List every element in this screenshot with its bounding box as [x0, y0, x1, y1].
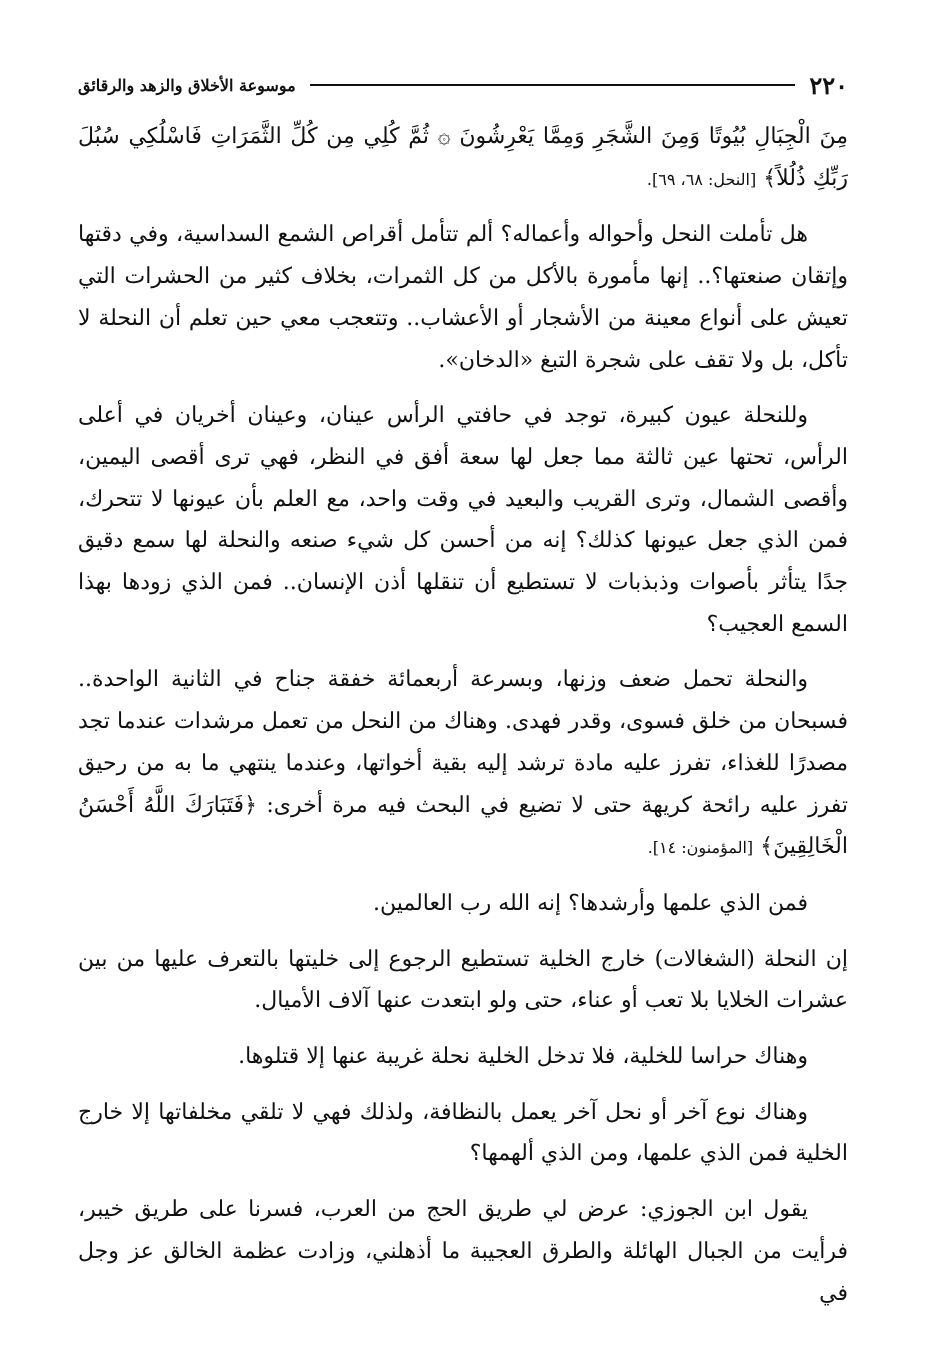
quran-verse-text: مِنَ الْجِبَالِ بُيُوتًا وَمِنَ الشَّجَرِ وَمِمَّا يَعْرِشُونَ ۞ ثُمَّ كُلِي مِن كُلِّ الثَّمَرَاتِ فَاسْلُكِي سُبُلَ رَبِّكِ ذُلُلاً﴾ — [78, 124, 848, 191]
quran-reference: [النحل: ٦٨، ٦٩]. — [646, 169, 757, 189]
paragraph: وهناك حراسا للخلية، فلا تدخل الخلية نحلة غريبة عنها إلا قتلوها. — [238, 1044, 808, 1070]
page-body — [78, 116, 848, 1328]
paragraph: هل تأملت النحل وأحواله وأعماله؟ ألم تتأمل أقراص الشمع السداسية، وفي دقتها وإتقان صنعتها؟.. إنها مأمورة بالأكل من كل الثمرات، بخلاف كثير من الحشرات التي تعيش على أنواع معينة من الأشجار أو الأعشاب.. وتتعجب معي حين تعلم أن النحلة لا تأكل، بل ولا تقف على شجرة التبغ «الدخان». — [78, 222, 848, 373]
page-header — [78, 68, 848, 102]
paragraph: وللنحلة عيون كبيرة، توجد في حافتي الرأس عينان، وعينان أخريان في أعلى الرأس، تحتها عين ثالثة مما جعل لها سعة أفق في النظر، فهي ترى أقصى اليمين، وأقصى الشمال، وترى القريب والبعيد في وقت واحد، مع العلم بأن عيونها لا تتحرك، فمن الذي جعل عيونها كذلك؟ إنه من أحسن كل شيء صنعه والنحلة لها سمع دقيق جدًا يتأثر بأصوات وذبذبات لا تستطيع أن تنقلها أذن الإنسان.. فمن الذي زودها بهذا السمع العجيب؟ — [78, 403, 848, 637]
paragraph: وهناك نوع آخر أو نحل آخر يعمل بالنظافة، ولذلك فهي لا تلقي مخلفاتها إلا خارج الخلية فمن الذي علمها، ومن الذي ألهمها؟ — [78, 1099, 848, 1167]
page-number: ٢٢٠ — [809, 70, 848, 100]
paragraph-text: والنحلة تحمل ضعف وزنها، وبسرعة أربعمائة خفقة جناح في الثانية الواحدة.. فسبحان من خلق فسوى، وقدر فهدى. وهناك من النحل من تعمل مرشدات عندما تجد مصدرًا للغذاء، تفرز عليه مادة ترشد إليه بقية أخواتها، وعندما ينتهي ما به من رحيق تفرز عليه رائحة كريهة حتى لا تضيع في البحث فيه مرة أخرى: ﴿فَتَبَارَكَ اللَّهُ أَحْسَنُ الْخَالِقِينَ﴾ — [78, 667, 848, 860]
paragraph: فمن الذي علمها وأرشدها؟ إنه الله رب العالمين. — [372, 890, 808, 916]
quran-reference: [المؤمنون: ١٤]. — [647, 838, 754, 858]
paragraph: يقول ابن الجوزي: عرض لي طريق الحج من العرب، فسرنا على طريق خيبر، فرأيت من الجبال الهائلة والطرق العجيبة ما أذهلني، وزادت عظمة الخالق عز وجل في — [78, 1197, 848, 1306]
book-title: موسوعة الأخلاق والزهد والرقائق — [78, 75, 296, 95]
paragraph-quran-nahl — [78, 116, 848, 200]
paragraph-with-quran — [78, 659, 848, 869]
paragraph: إن النحلة (الشغالات) خارج الخلية تستطيع الرجوع إلى خليتها بالتعرف عليها من بين عشرات الخلايا بلا تعب أو عناء، حتى ولو ابتعدت عنها آلاف الأميال. — [78, 946, 848, 1014]
header-rule — [310, 84, 796, 86]
